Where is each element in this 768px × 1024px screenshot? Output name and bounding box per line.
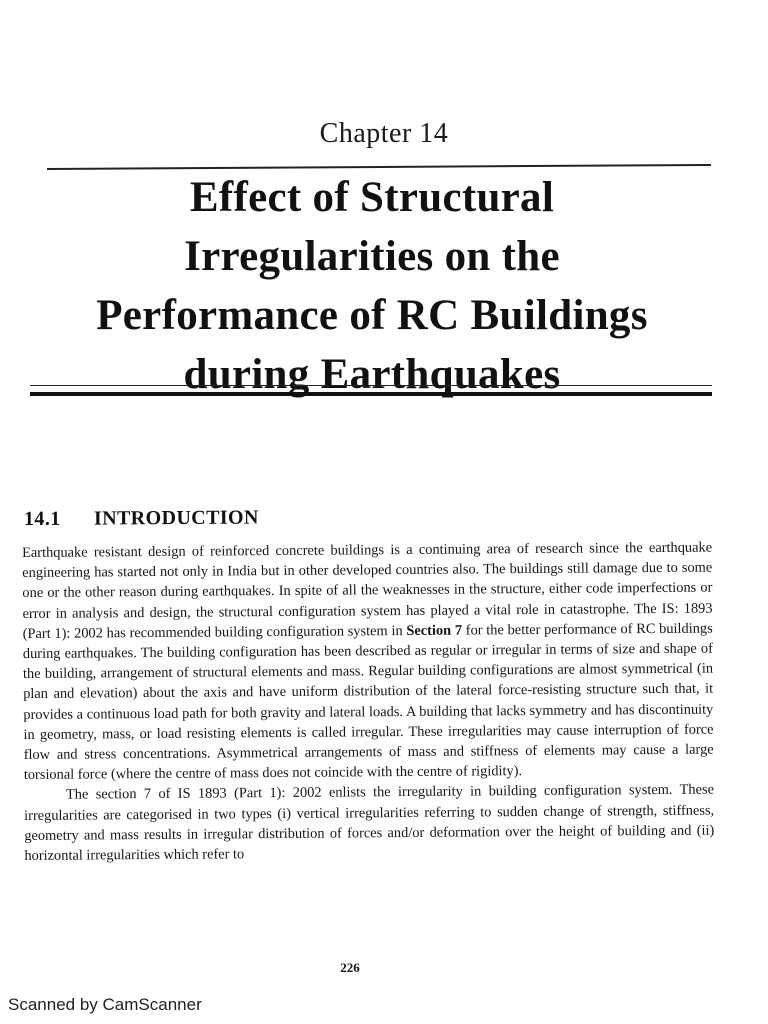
title-bottom-thick-rule	[30, 392, 712, 396]
paragraph: The section 7 of IS 1893 (Part 1): 2002 enlists the irregularity in building configuration system. These irregularities are categorised in two types (i) vertical irregularities referring to sudden change of strength, stiffness, geometry and mass results in irregular distribution of forces and/or deformation over the height of building and (ii) horizontal irregularities which refer to	[24, 782, 715, 865]
paragraph	[22, 538, 714, 786]
section-heading	[24, 507, 259, 531]
chapter-title-line: Irregularities on the	[184, 233, 560, 280]
title-bottom-thin-rule	[30, 385, 712, 386]
bold-reference: Section 7	[406, 622, 463, 639]
chapter-title	[22, 168, 722, 404]
paragraph-text: Earthquake resistant design of reinforced concrete buildings is a continuing area of research since the earthquake engineering has started not only in India but in other developed countries also. The buildings still damage due to some one or the other reason during earthquakes. In spite of all the weaknesses in the structure, either code imperfections or error in analysis and design, the structural configuration system has played a vital role in catastrophe. The IS: 1893 (Part 1): 2002 has recommended building configuration system in	[22, 539, 713, 642]
chapter-label: Chapter 14	[319, 118, 449, 149]
paragraph-text: for the better performance of RC buildings during earthquakes. The building configuration has been described as regular or irregular in terms of size and shape of the building, arrangement of structural elements and mass. Regular building configurations are almost symmetrical (in plan and elevation) about the axis and have uniform distribution of the lateral force-resisting structure such that, it provides a continuous load path for both gravity and lateral loads. A building that lacks symmetry and has discontinuity in geometry, mass, or load resisting elements is called irregular. These irregularities may cause interruption of force flow and stress concentrations. Asymmetrical arrangements of mass and stiffness of elements may cause a large torsional force (where the centre of mass does not coincide with the centre of rigidity).	[22, 620, 714, 784]
section-title: INTRODUCTION	[93, 506, 259, 530]
chapter-title-line: during Earthquakes	[183, 351, 561, 398]
page-number: 226	[340, 960, 360, 975]
chapter-title-line: Performance of RC Buildings	[96, 292, 648, 339]
section-number: 14.1	[23, 507, 61, 530]
scanner-watermark: Scanned by CamScanner	[8, 995, 202, 1014]
body-text	[22, 538, 715, 867]
chapter-title-line: Effect of Structural	[189, 174, 555, 221]
